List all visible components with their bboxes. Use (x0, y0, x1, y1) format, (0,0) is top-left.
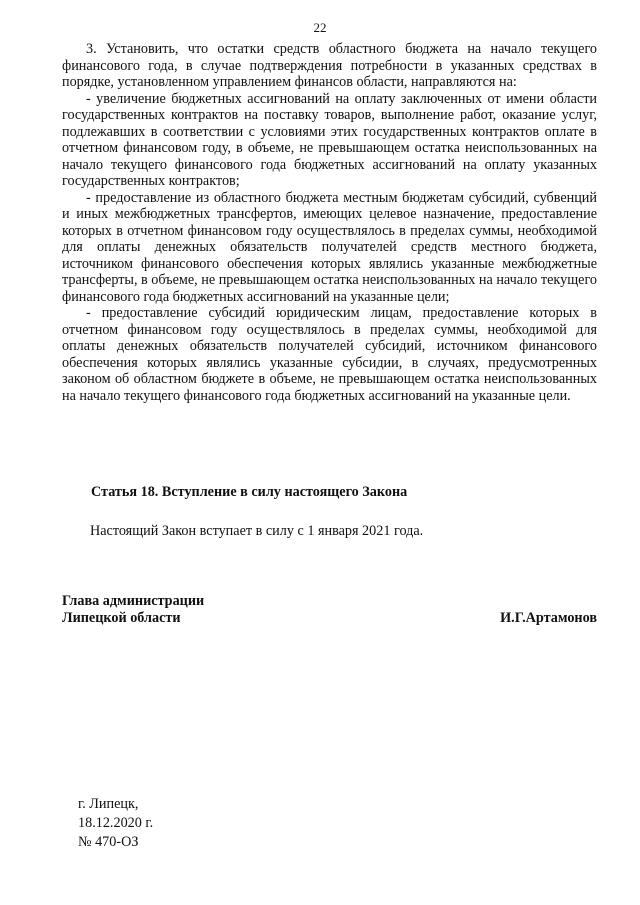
signature-position-line2: Липецкой области (62, 610, 181, 626)
document-body (62, 41, 597, 404)
signature-position-line1: Глава администрации (62, 593, 205, 609)
document-footer (78, 795, 153, 852)
paragraph-item-subsidies: - предоставление субсидий юридическим лицам, предоставление которых в отчетном финансовом году осуществлялось в пределах суммы, необходимой для оплаты денежных обязательств получателей субсидий, источником финансового обеспечения которых являлись указанные субсидии, в случаях, предусмотренных законом об областном бюджете в объеме, не превышающем остатка неиспользованных на начало текущего финансового года бюджетных ассигнований на указанные цели. (62, 305, 597, 404)
article-title: Статья 18. Вступление в силу настоящего Закона (91, 484, 408, 500)
signature-name: И.Г.Артамонов (500, 610, 597, 626)
footer-number: № 470-ОЗ (78, 834, 139, 850)
signature-block (62, 593, 597, 627)
footer-date: 18.12.2020 г. (78, 815, 154, 831)
page-number: 22 (313, 20, 327, 35)
footer-city: г. Липецк, (78, 796, 139, 812)
paragraph-clause-3: 3. Установить, что остатки средств областного бюджета на начало текущего финансового года, в случае подтверждения потребности в указанных средствах в порядке, установленном управлением финансов области, направляются на: (62, 41, 597, 90)
paragraph-item-contracts: - увеличение бюджетных ассигнований на оплату заключенных от имени области государственных контрактов на поставку товаров, выполнение работ, оказание услуг, подлежавших в соответствии с условиями этих государственных контрактов оплате в отчетном финансовом году, в объеме, не превышающем остатка неиспользованных на начало текущего финансового года бюджетных ассигнований на оплату указанных государственных контрактов; (62, 90, 597, 189)
article-text: Настоящий Закон вступает в силу с 1 января 2021 года. (90, 523, 424, 539)
paragraph-item-transfers: - предоставление из областного бюджета местным бюджетам субсидий, субвенций и иных межбюджетных трансфертов, имеющих целевое назначение, предоставление которых в отчетном финансовом году осуществлялось в пределах суммы, необходимой для оплаты денежных обязательств получателей средств местного бюджета, источником финансового обеспечения которых являлись указанные межбюджетные трансферты, в объеме, не превышающем остатка неиспользованных на начало текущего финансового года бюджетных ассигнований на указанные цели; (62, 189, 597, 305)
